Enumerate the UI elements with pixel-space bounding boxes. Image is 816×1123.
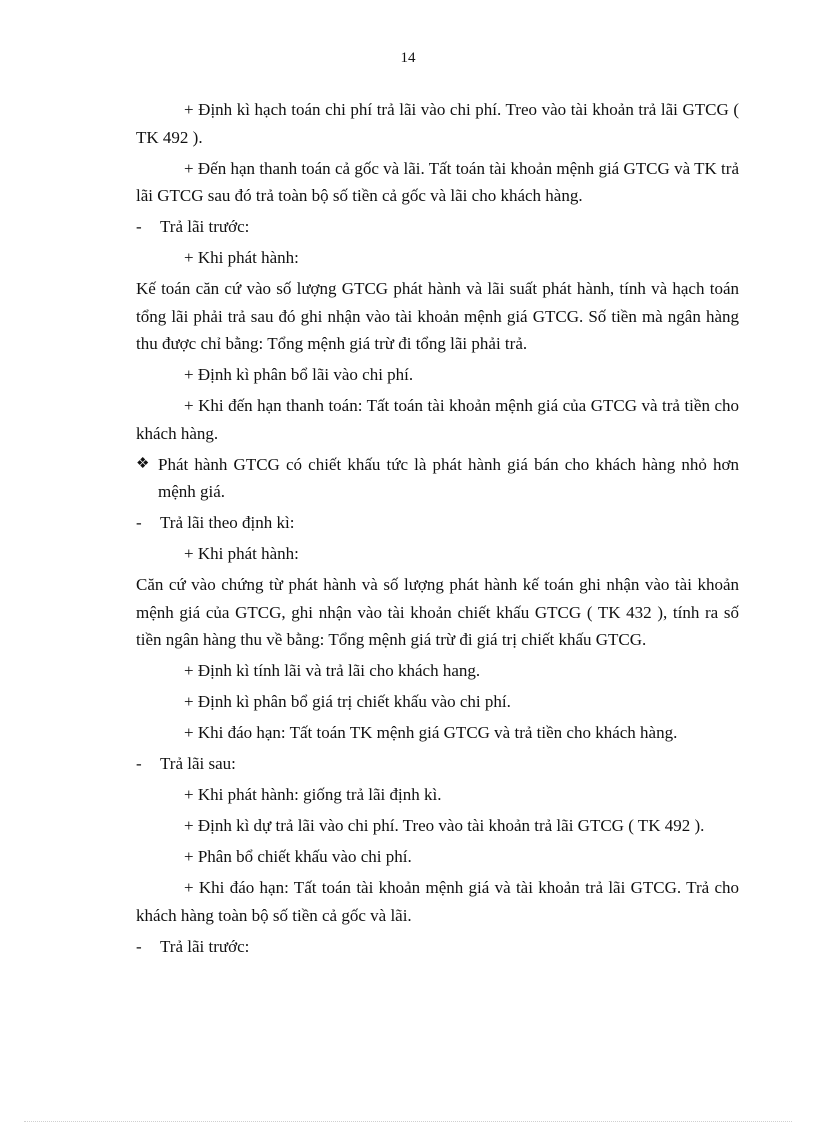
paragraph-periodic-allocation: + Định kì phân bổ lãi vào chi phí.	[184, 365, 414, 384]
diamond-bullet-icon: ❖	[136, 455, 150, 472]
list-item-label: Trả lãi trước:	[160, 936, 250, 956]
dash-bullet: -	[136, 754, 142, 773]
list-item-discount-issuance	[136, 451, 739, 506]
paragraph-on-maturity: + Khi đáo hạn: Tất toán tài khoản mệnh giá và tài khoản trả lãi GTCG. Trả cho khách hàng toàn bộ số tiền cả gốc và lãi.	[136, 878, 739, 925]
list-item-label: Trả lãi sau:	[160, 754, 236, 773]
list-item-label: Trả lãi trước:	[160, 217, 250, 236]
list-item-prepaid-interest	[136, 933, 739, 961]
page-number: 14	[400, 50, 416, 66]
paragraph-on-maturity: + Khi đáo hạn: Tất toán TK mệnh giá GTCG và trả tiền cho khách hàng.	[184, 723, 678, 742]
list-item-prepaid-interest	[136, 213, 739, 241]
paragraph-periodic-interest-expense: + Định kì hạch toán chi phí trả lãi vào chi phí. Treo vào tài khoản trả lãi GTCG ( TK 492 ).	[136, 100, 739, 147]
paragraph-on-issuance: + Khi phát hành: giống trả lãi định kì.	[184, 785, 442, 804]
dash-bullet: -	[136, 936, 142, 956]
dash-bullet: -	[136, 513, 142, 532]
paragraph-issuance-documents: Căn cứ vào chứng từ phát hành và số lượng phát hành kế toán ghi nhận vào tài khoản mệnh giá của GTCG, ghi nhận vào tài khoản chiết khấu GTCG ( TK 432 ), tính ra số tiền ngân hàng thu về bằng: Tổng mệnh giá trừ đi giá trị chiết khấu GTCG.	[136, 575, 739, 649]
paragraph-discount-allocation: + Phân bổ chiết khấu vào chi phí.	[184, 847, 412, 866]
paragraph-on-issuance: + Khi phát hành:	[184, 248, 299, 267]
list-item-periodic-interest	[136, 509, 739, 537]
page-bottom-divider	[24, 1121, 792, 1122]
list-item-deferred-interest	[136, 750, 739, 778]
dash-bullet: -	[136, 217, 142, 236]
paragraph-accounting-basis: Kế toán căn cứ vào số lượng GTCG phát hành và lãi suất phát hành, tính và hạch toán tổng lãi phải trả sau đó ghi nhận vào tài khoản mệnh giá GTCG. Số tiền mà ngân hàng thu được chỉ bằng: Tổng mệnh giá trừ đi tổng lãi phải trả.	[136, 279, 739, 353]
paragraph-due-payment: + Khi đến hạn thanh toán: Tất toán tài khoản mệnh giá của GTCG và trả tiền cho khách hàng.	[136, 396, 739, 443]
paragraph-on-issuance: + Khi phát hành:	[184, 544, 299, 563]
paragraph-discount-allocation: + Định kì phân bổ giá trị chiết khấu vào chi phí.	[184, 692, 511, 711]
paragraph-maturity-settlement: + Đến hạn thanh toán cả gốc và lãi. Tất toán tài khoản mệnh giá GTCG và TK trả lãi GTCG sau đó trả toàn bộ số tiền cả gốc và lãi cho khách hàng.	[136, 158, 739, 205]
paragraph-accrued-interest: + Định kì dự trả lãi vào chi phí. Treo vào tài khoản trả lãi GTCG ( TK 492 ).	[184, 816, 705, 835]
paragraph-periodic-interest-payment: + Định kì tính lãi và trả lãi cho khách hang.	[184, 661, 481, 680]
document-body	[136, 96, 739, 964]
list-item-label: Trả lãi theo định kì:	[160, 513, 295, 532]
list-item-label: Phát hành GTCG có chiết khấu tức là phát hành giá bán cho khách hàng nhỏ hơn mệnh giá.	[158, 454, 739, 501]
